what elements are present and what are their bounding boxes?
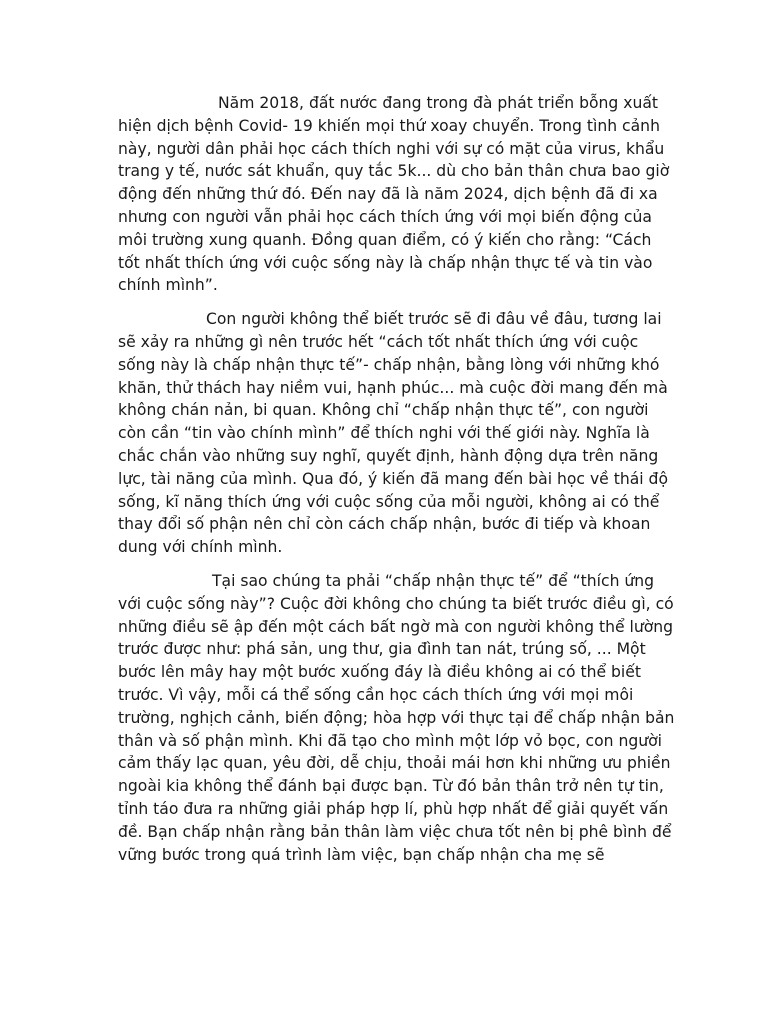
- paragraph-2: Con người không thể biết trước sẽ đi đâu về đâu, tương lai sẽ xảy ra những gì nên trước hết “cách tốt nhất thích ứng với cuộc sống này là chấp nhận thực tế”- chấp nhận, bằng lòng với những khó khăn, thử thách hay niềm vui, hạnh phúc... mà cuộc đời mang đến mà không chán nản, bi quan. Không chỉ “chấp nhận thực tế”, con người còn cần “tin vào chính mình” để thích nghi với thế giới này. Nghĩa là chắc chắn vào những suy nghĩ, quyết định, hành động dựa trên năng lực, tài năng của mình. Qua đó, ý kiến đã mang đến bài học về thái độ sống, kĩ năng thích ứng với cuộc sống của mỗi người, không ai có thể thay đổi số phận nên chỉ còn cách chấp nhận, bước đi tiếp và khoan dung với chính mình.: [118, 310, 668, 557]
- paragraph-3: Tại sao chúng ta phải “chấp nhận thực tế” để “thích ứng với cuộc sống này”? Cuộc đời không cho chúng ta biết trước điều gì, có những điều sẽ ập đến một cách bất ngờ mà con người không thể lường trước được như: phá sản, ung thư, gia đình tan nát, trúng số, ... Một bước lên mây hay một bước xuống đáy là điều không ai có thể biết trước. Vì vậy, mỗi cá thể sống cần học cách thích ứng với mọi môi trường, nghịch cảnh, biến động; hòa hợp với thực tại để chấp nhận bản thân và số phận mình. Khi đã tạo cho mình một lớp vỏ bọc, con người cảm thấy lạc quan, yêu đời, dễ chịu, thoải mái hơn khi những ưu phiền ngoài kia không thể đánh bại được bạn. Từ đó bản thân trở nên tự tin, tỉnh táo đưa ra những giải pháp hợp lí, phù hợp nhất để giải quyết vấn đề. Bạn chấp nhận rằng bản thân làm việc chưa tốt nên bị phê bình để vững bước trong quá trình làm việc, bạn chấp nhận cha mẹ sẽ: [118, 571, 675, 864]
- paragraph-1: Năm 2018, đất nước đang trong đà phát triển bỗng xuất hiện dịch bệnh Covid- 19 khiến mọi thứ xoay chuyển. Trong tình cảnh này, người dân phải học cách thích nghi với sự có mặt của virus, khẩu trang y tế, nước sát khuẩn, quy tắc 5k... dù cho bản thân chưa bao giờ động đến những thứ đó. Đến nay đã là năm 2024, dịch bệnh đã đi xa nhưng con người vẫn phải học cách thích ứng với mọi biến động của môi trường xung quanh. Đồng quan điểm, có ý kiến cho rằng: “Cách tốt nhất thích ứng với cuộc sống này là chấp nhận thực tế và tin vào chính mình”.: [118, 94, 670, 295]
- document-body: [118, 92, 678, 877]
